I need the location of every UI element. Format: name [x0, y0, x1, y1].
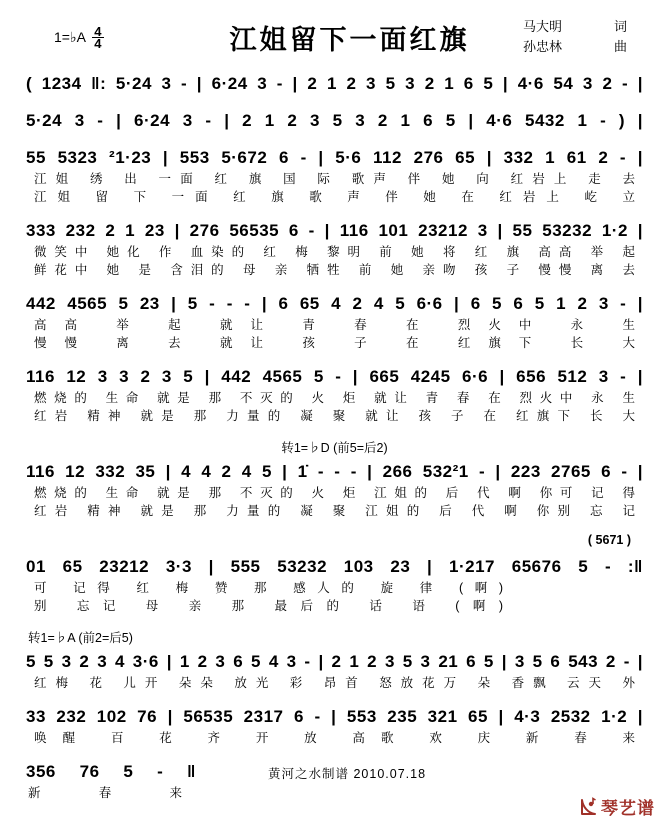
logo-text: 琴艺谱 [601, 799, 655, 818]
lyrics-verse-1: 红梅 花 儿开 朵朵 放光 彩 昂首 怒放花万 朵 香飘 云天 外 [34, 676, 635, 690]
music-line-3 [26, 146, 643, 206]
time-signature [92, 23, 104, 51]
key-change-label-d: 转1=♭D (前5=后2) [281, 441, 388, 455]
lyrics-verse-1: 燃烧的 生命 就是 那 不灭的 火 炬 就让 青 春 在 烈火中 永 生 [34, 391, 635, 405]
credits [523, 17, 643, 57]
music-line-8 [26, 555, 643, 615]
music-note-icon [579, 797, 599, 817]
lyrics-verse-2: 鲜花中 她 是 含泪的 母 亲 牺牲 前 她 亲吻 孩 子 慢慢 离 去 [34, 263, 635, 277]
notation-line: 356 76 5 - ‖ [26, 762, 196, 781]
lyrics-verse-2: 红岩 精神 就是 那 力量的 凝 聚 就让 孩 子 在 红旗下 长 大 [34, 409, 635, 423]
music-line-5 [26, 292, 643, 352]
lyrics-verse-2: 江姐 留 下 一面 红 旗 歌 声 伴 她 在 红岩上 屹 立 [34, 190, 635, 204]
page-title: 江姐留下一面红旗 [229, 24, 470, 55]
lyrics-verse-2: 别 忘记 母 亲 那 最后的 话 语 (啊) [34, 599, 503, 613]
notation-line: 442 4565 5 23 | 5 - - - | 6 65 4 2 4 5 6·6 | 6 5 6 5 1 2 3 - | [26, 294, 643, 313]
publisher-logo [579, 794, 655, 819]
music-line-11 [26, 760, 643, 802]
music-line-4 [26, 219, 643, 279]
lyrics-verse-1: 高高 举 起 就让 青 春 在 烈火中 永 生 [34, 318, 635, 332]
notation-line: 01 65 23212 3·3 | 555 53232 103 23 | 1·217 65676 5 - :‖ [26, 557, 643, 576]
footer-credit: 黄河之水制谱 2010.07.18 [268, 767, 427, 781]
lyricist-role: 词 [613, 19, 627, 34]
music-line-7 [26, 460, 643, 520]
composer-name: 孙忠林 [523, 39, 563, 54]
music-line-9 [26, 650, 643, 692]
composer-role: 曲 [613, 39, 627, 54]
time-signature-numerator: 4 [94, 23, 102, 39]
lyrics-verse-1: 燃烧的 生命 就是 那 不灭的 火 炬 江姐的 后 代 啊 你可 记 得 [34, 486, 635, 500]
key-change-label-a: 转1=♭A (前2=后5) [28, 631, 133, 645]
notation-line: 116 12 332 35 | 4 4 2 4 5 | 1̇ - - - | 266 532²1 - | 223 2765 6 - | [26, 462, 643, 481]
music-line-1 [26, 72, 643, 96]
music-line-2 [26, 109, 643, 133]
lyrics-verse-1: 微笑中 她化 作 血染的 红 梅 黎明 前 她 将 红 旗 高高 举 起 [34, 245, 635, 259]
final-measure [26, 760, 196, 802]
lyricist-name: 马大明 [523, 19, 563, 34]
composer-credit [523, 37, 627, 57]
lyrics-verse-1: 可 记得 红 梅 赞 那 感人的 旋 律 (啊) [34, 581, 503, 595]
lyricist-credit [523, 17, 627, 37]
lyrics-verse-1: 唤醒 百 花 齐 开 放 高歌 欢 庆 新 春 来 [34, 731, 635, 745]
notation-line: 5 5 3 2 3 4 3·6 | 1 2 3 6 5 4 3 - | 2 1 2 3 5 3 21 6 5 | 3 5 6 543 2 - | [26, 652, 643, 671]
music-line-6 [26, 365, 643, 425]
key-signature: 1=♭A [54, 28, 86, 45]
music-line-10 [26, 705, 643, 747]
time-signature-denominator: 4 [92, 37, 104, 49]
header [26, 10, 643, 64]
notation-line: 116 12 3 3 2 3 5 | 442 4565 5 - | 665 4245 6·6 | 656 512 3 - | [26, 367, 643, 386]
lyrics-verse-2: 红岩 精神 就是 那 力量的 凝 聚 江姐的 后 代 啊 你别 忘 记 [34, 504, 635, 518]
pickup-notes: ( 5671 ) [587, 533, 631, 547]
notation-line: 333 232 2 1 23 | 276 56535 6 - | 116 101 23212 3 | 55 53232 1·2 | [26, 221, 643, 240]
lyrics-verse-1: 新 春 来 [28, 786, 182, 800]
key-and-time-signature [26, 23, 176, 51]
notation-line: 55 5323 ²1·23 | 553 5·672 6 - | 5·6 112 276 65 | 332 1 61 2 - | [26, 148, 643, 167]
lyrics-verse-2: 慢慢 离 去 就让 孩 子 在 红旗下 长 大 [34, 336, 635, 350]
notation-line: 33 232 102 76 | 56535 2317 6 - | 553 235 321 65 | 4·3 2532 1·2 | [26, 707, 643, 726]
lyrics-verse-1: 江姐 绣 出 一面 红 旗 国 际 歌声 伴 她 向 红岩上 走 去 [34, 172, 635, 186]
notation-line: 5·24 3 - | 6·24 3 - | 2 1 2 3 5 3 2 1 6 5 | 4·6 5432 1 - ) | [26, 111, 643, 130]
notation-line: ( 1234 ‖: 5·24 3 - | 6·24 3 - | 2 1 2 3 5 3 2 1 6 5 | 4·6 54 3 2 - | [26, 74, 643, 93]
